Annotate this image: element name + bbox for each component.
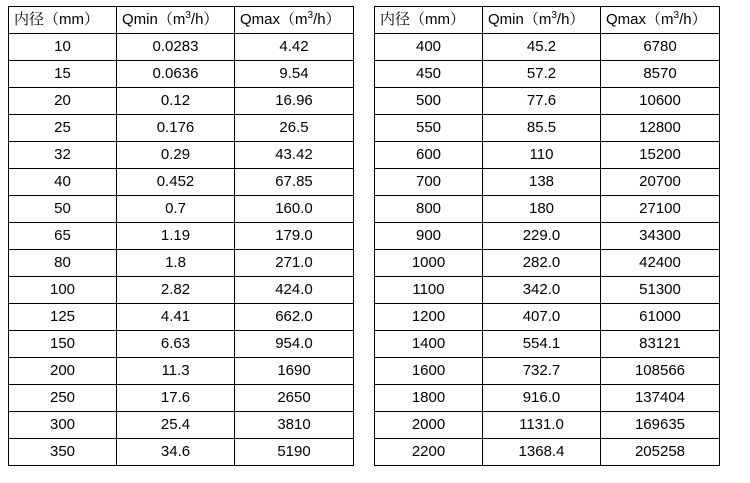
table-body-left	[9, 34, 354, 466]
cell-qmin: 0.12	[117, 88, 235, 115]
cell-diameter: 350	[9, 439, 117, 466]
cell-qmax: 10600	[601, 88, 720, 115]
cell-qmin: 6.63	[117, 331, 235, 358]
qmax-unit-suffix: /h）	[313, 11, 341, 29]
qmax-label: Qmax	[240, 11, 281, 29]
cell-qmin: 1131.0	[483, 412, 601, 439]
cell-diameter: 125	[9, 304, 117, 331]
qmin-unit-exponent: 3	[185, 10, 191, 22]
cell-qmin: 0.7	[117, 196, 235, 223]
cell-qmax: 271.0	[235, 250, 354, 277]
cell-qmax: 108566	[601, 358, 720, 385]
cell-qmin: 0.176	[117, 115, 235, 142]
table-row	[9, 61, 354, 88]
cell-qmin: 0.0283	[117, 34, 235, 61]
cell-qmax: 42400	[601, 250, 720, 277]
diameter-label: 内径	[380, 11, 411, 29]
table-row	[9, 88, 354, 115]
cell-qmax: 1690	[235, 358, 354, 385]
qmax-unit-exponent: 3	[673, 10, 680, 22]
qmax-unit-prefix: （m	[646, 11, 674, 29]
header-row	[9, 7, 354, 34]
cell-diameter: 200	[9, 358, 117, 385]
diameter-unit: （mm）	[410, 11, 466, 29]
cell-qmax: 3810	[235, 412, 354, 439]
cell-qmin: 4.41	[117, 304, 235, 331]
cell-qmin: 342.0	[483, 277, 601, 304]
cell-diameter: 450	[375, 61, 483, 88]
table-row	[375, 169, 720, 196]
table-row	[9, 115, 354, 142]
cell-qmin: 180	[483, 196, 601, 223]
cell-qmax: 61000	[601, 304, 720, 331]
cell-qmin: 732.7	[483, 358, 601, 385]
cell-diameter: 50	[9, 196, 117, 223]
table-row	[375, 331, 720, 358]
cell-qmax: 67.85	[235, 169, 354, 196]
table-row	[375, 304, 720, 331]
cell-diameter: 2200	[375, 439, 483, 466]
cell-diameter: 65	[9, 223, 117, 250]
cell-diameter: 1200	[375, 304, 483, 331]
table-header-right	[375, 7, 720, 34]
qmax-unit-prefix: （m	[280, 11, 308, 29]
cell-qmax: 26.5	[235, 115, 354, 142]
qmin-label: Qmin	[488, 11, 524, 29]
cell-qmax: 169635	[601, 412, 720, 439]
cell-diameter: 32	[9, 142, 117, 169]
cell-qmax: 5190	[235, 439, 354, 466]
table-row	[9, 250, 354, 277]
cell-qmin: 17.6	[117, 385, 235, 412]
cell-qmax: 83121	[601, 331, 720, 358]
table-row	[9, 277, 354, 304]
cell-diameter: 550	[375, 115, 483, 142]
table-row	[9, 34, 354, 61]
column-header-diameter	[9, 7, 117, 34]
qmin-unit-prefix: （m	[523, 11, 552, 29]
cell-qmin: 77.6	[483, 88, 601, 115]
table-row	[375, 223, 720, 250]
qmax-unit-suffix: /h）	[679, 11, 707, 29]
cell-qmax: 205258	[601, 439, 720, 466]
table-row	[9, 412, 354, 439]
cell-qmin: 282.0	[483, 250, 601, 277]
qmin-unit-suffix: /h）	[190, 11, 219, 29]
table-row	[375, 385, 720, 412]
cell-qmin: 1368.4	[483, 439, 601, 466]
cell-qmax: 16.96	[235, 88, 354, 115]
column-header-qmax	[235, 7, 354, 34]
diameter-label: 内径	[14, 11, 45, 29]
cell-qmin: 25.4	[117, 412, 235, 439]
cell-qmax: 2650	[235, 385, 354, 412]
cell-diameter: 500	[375, 88, 483, 115]
cell-diameter: 40	[9, 169, 117, 196]
cell-qmin: 229.0	[483, 223, 601, 250]
table-row	[375, 61, 720, 88]
cell-diameter: 900	[375, 223, 483, 250]
table-row	[9, 169, 354, 196]
table-row	[9, 196, 354, 223]
qmin-unit-prefix: （m	[157, 11, 186, 29]
cell-qmin: 916.0	[483, 385, 601, 412]
cell-qmax: 179.0	[235, 223, 354, 250]
cell-qmax: 6780	[601, 34, 720, 61]
column-header-qmin	[117, 7, 235, 34]
cell-qmax: 424.0	[235, 277, 354, 304]
table-header-left	[9, 7, 354, 34]
cell-diameter: 1000	[375, 250, 483, 277]
column-header-diameter	[375, 7, 483, 34]
table-body-right	[375, 34, 720, 466]
table-row	[9, 304, 354, 331]
column-header-qmin	[483, 7, 601, 34]
cell-qmin: 11.3	[117, 358, 235, 385]
diameter-unit: （mm）	[44, 11, 100, 29]
cell-qmin: 138	[483, 169, 601, 196]
cell-qmin: 34.6	[117, 439, 235, 466]
table-row	[375, 142, 720, 169]
cell-qmax: 4.42	[235, 34, 354, 61]
cell-qmin: 45.2	[483, 34, 601, 61]
table-row	[375, 277, 720, 304]
table-row	[375, 358, 720, 385]
cell-diameter: 100	[9, 277, 117, 304]
table-row	[375, 115, 720, 142]
cell-qmax: 9.54	[235, 61, 354, 88]
cell-qmax: 662.0	[235, 304, 354, 331]
table-row	[9, 439, 354, 466]
cell-qmin: 1.19	[117, 223, 235, 250]
table-row	[375, 250, 720, 277]
cell-qmax: 160.0	[235, 196, 354, 223]
cell-diameter: 20	[9, 88, 117, 115]
cell-qmax: 43.42	[235, 142, 354, 169]
tables-container	[0, 6, 750, 466]
qmin-unit-suffix: /h）	[556, 11, 585, 29]
table-row	[9, 385, 354, 412]
cell-qmin: 1.8	[117, 250, 235, 277]
header-row	[375, 7, 720, 34]
cell-diameter: 250	[9, 385, 117, 412]
flow-table-right	[374, 6, 720, 466]
table-row	[375, 34, 720, 61]
cell-diameter: 1400	[375, 331, 483, 358]
cell-qmin: 407.0	[483, 304, 601, 331]
cell-qmin: 2.82	[117, 277, 235, 304]
cell-qmin: 0.29	[117, 142, 235, 169]
table-row	[375, 196, 720, 223]
cell-diameter: 25	[9, 115, 117, 142]
cell-diameter: 10	[9, 34, 117, 61]
qmax-label: Qmax	[606, 11, 647, 29]
cell-qmax: 137404	[601, 385, 720, 412]
table-row	[9, 358, 354, 385]
cell-diameter: 1800	[375, 385, 483, 412]
cell-diameter: 15	[9, 61, 117, 88]
cell-qmax: 12800	[601, 115, 720, 142]
cell-diameter: 80	[9, 250, 117, 277]
cell-diameter: 600	[375, 142, 483, 169]
table-row	[375, 88, 720, 115]
cell-diameter: 2000	[375, 412, 483, 439]
cell-qmin: 57.2	[483, 61, 601, 88]
cell-qmax: 8570	[601, 61, 720, 88]
cell-qmin: 0.452	[117, 169, 235, 196]
column-header-qmax	[601, 7, 720, 34]
table-row	[9, 223, 354, 250]
cell-diameter: 800	[375, 196, 483, 223]
cell-diameter: 1100	[375, 277, 483, 304]
cell-qmax: 20700	[601, 169, 720, 196]
cell-qmin: 0.0636	[117, 61, 235, 88]
cell-qmax: 51300	[601, 277, 720, 304]
qmax-unit-exponent: 3	[307, 10, 314, 22]
cell-qmax: 15200	[601, 142, 720, 169]
table-row	[375, 439, 720, 466]
table-row	[375, 412, 720, 439]
qmin-unit-exponent: 3	[551, 10, 557, 22]
qmin-label: Qmin	[122, 11, 158, 29]
cell-qmax: 954.0	[235, 331, 354, 358]
table-row	[9, 331, 354, 358]
cell-diameter: 300	[9, 412, 117, 439]
flow-table-left	[8, 6, 354, 466]
cell-qmin: 554.1	[483, 331, 601, 358]
table-row	[9, 142, 354, 169]
cell-qmax: 27100	[601, 196, 720, 223]
cell-diameter: 1600	[375, 358, 483, 385]
cell-qmax: 34300	[601, 223, 720, 250]
cell-diameter: 400	[375, 34, 483, 61]
cell-qmin: 85.5	[483, 115, 601, 142]
cell-diameter: 700	[375, 169, 483, 196]
cell-diameter: 150	[9, 331, 117, 358]
cell-qmin: 110	[483, 142, 601, 169]
